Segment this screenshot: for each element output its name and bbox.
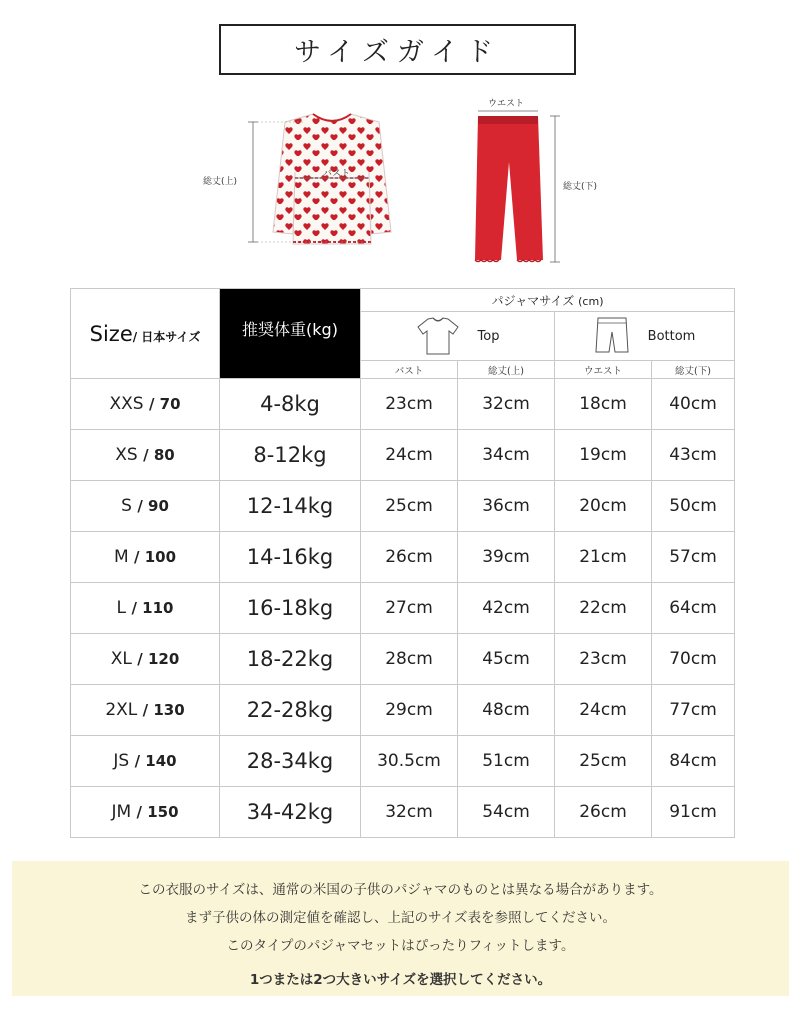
japan-size-label: / 140	[134, 752, 177, 770]
size-label: XL	[110, 649, 132, 669]
size-label: 2XL	[105, 700, 138, 720]
size-label: JM	[111, 802, 132, 822]
japan-size-label: / 70	[148, 395, 181, 413]
size-cell	[71, 430, 220, 481]
table-row	[71, 430, 735, 481]
size-header	[71, 289, 220, 379]
waist-cell: 23cm	[555, 634, 652, 685]
bust-cell: 30.5cm	[361, 736, 458, 787]
bottom-length-cell: 57cm	[652, 532, 735, 583]
weight-cell: 18-22kg	[220, 634, 361, 685]
table-row	[71, 634, 735, 685]
pajama-size-unit: (cm)	[578, 294, 604, 308]
label-total-top: 総丈(上)	[203, 177, 238, 187]
note-line-2: まず子供の体の測定値を確認し、上記のサイズ表を参照してください。	[185, 910, 616, 926]
waist-cell: 19cm	[555, 430, 652, 481]
table-row	[71, 787, 735, 838]
bottom-length-cell: 77cm	[652, 685, 735, 736]
pajama-pants-image	[475, 116, 543, 262]
top-length-cell: 32cm	[458, 379, 555, 430]
bottom-length-cell: 43cm	[652, 430, 735, 481]
table-row	[71, 481, 735, 532]
page-title: サイズガイド	[219, 24, 576, 75]
japan-size-label: / 90	[137, 497, 169, 515]
top-length-cell: 39cm	[458, 532, 555, 583]
col-waist: ウエスト	[555, 361, 652, 379]
size-label: L	[116, 598, 127, 618]
top-length-cell: 54cm	[458, 787, 555, 838]
label-total-bottom: 総丈(下)	[563, 182, 598, 192]
weight-header: 推奨体重(kg)	[220, 289, 361, 379]
japan-size-label: / 110	[131, 599, 174, 617]
col-bust: バスト	[361, 361, 458, 379]
bust-cell: 25cm	[361, 481, 458, 532]
table-row	[71, 685, 735, 736]
top-label: Top	[477, 328, 500, 344]
bottom-header	[555, 312, 735, 361]
japan-size-label: / 80	[143, 446, 175, 464]
top-length-cell: 48cm	[458, 685, 555, 736]
japan-size-label: / 120	[137, 650, 180, 668]
note-line-1: この衣服のサイズは、通常の米国の子供のパジャマのものとは異なる場合があります。	[138, 882, 663, 898]
size-cell	[71, 685, 220, 736]
japan-size-label: / 150	[136, 803, 179, 821]
top-length-cell: 42cm	[458, 583, 555, 634]
size-cell	[71, 634, 220, 685]
table-row	[71, 532, 735, 583]
col-total-bottom: 総丈(下)	[652, 361, 735, 379]
bust-cell: 27cm	[361, 583, 458, 634]
label-bust: バスト	[323, 169, 351, 179]
top-length-cell: 45cm	[458, 634, 555, 685]
waist-cell: 22cm	[555, 583, 652, 634]
bust-cell: 32cm	[361, 787, 458, 838]
size-label: JS	[113, 751, 130, 771]
bust-cell: 26cm	[361, 532, 458, 583]
label-waist: ウエスト	[488, 99, 525, 109]
waist-cell: 26cm	[555, 787, 652, 838]
bottom-length-cell: 40cm	[652, 379, 735, 430]
size-label: S	[121, 496, 132, 516]
weight-cell: 34-42kg	[220, 787, 361, 838]
bust-cell: 23cm	[361, 379, 458, 430]
pajama-size-header	[361, 289, 735, 312]
table-row	[71, 379, 735, 430]
size-cell	[71, 481, 220, 532]
weight-cell: 4-8kg	[220, 379, 361, 430]
pajama-top-image	[273, 114, 391, 244]
size-cell	[71, 583, 220, 634]
weight-cell: 22-28kg	[220, 685, 361, 736]
waist-cell: 25cm	[555, 736, 652, 787]
col-total-top: 総丈(上)	[458, 361, 555, 379]
bottom-length-cell: 50cm	[652, 481, 735, 532]
size-label: XXS	[109, 394, 144, 414]
bottom-length-cell: 64cm	[652, 583, 735, 634]
japan-size-label: / 130	[142, 701, 185, 719]
note-line-3: このタイプのパジャマセットはぴったりフィットします。	[226, 938, 575, 954]
garment-illustration	[195, 92, 615, 272]
bust-cell: 29cm	[361, 685, 458, 736]
size-table	[70, 288, 735, 838]
bottom-length-cell: 91cm	[652, 787, 735, 838]
size-note	[12, 861, 789, 996]
top-header	[361, 312, 555, 361]
waist-cell: 18cm	[555, 379, 652, 430]
weight-cell: 12-14kg	[220, 481, 361, 532]
size-cell	[71, 379, 220, 430]
pajama-size-label: パジャマサイズ	[491, 293, 575, 308]
tshirt-icon	[416, 316, 460, 356]
size-cell	[71, 787, 220, 838]
weight-cell: 28-34kg	[220, 736, 361, 787]
size-cell	[71, 736, 220, 787]
waist-cell: 20cm	[555, 481, 652, 532]
bottom-label: Bottom	[647, 328, 696, 344]
waist-cell: 24cm	[555, 685, 652, 736]
japan-size-label: / 100	[134, 548, 177, 566]
weight-cell: 8-12kg	[220, 430, 361, 481]
size-header-sub: / 日本サイズ	[132, 329, 201, 344]
weight-cell: 14-16kg	[220, 532, 361, 583]
bottom-length-cell: 70cm	[652, 634, 735, 685]
size-label: XS	[115, 445, 138, 465]
top-length-cell: 34cm	[458, 430, 555, 481]
table-row	[71, 583, 735, 634]
note-line-4: 1つまたは2つ大きいサイズを選択してください。	[249, 972, 552, 988]
size-cell	[71, 532, 220, 583]
bottom-length-cell: 84cm	[652, 736, 735, 787]
size-header-label: Size	[89, 321, 133, 346]
table-row	[71, 736, 735, 787]
size-label: M	[113, 547, 129, 567]
bust-cell: 28cm	[361, 634, 458, 685]
shorts-icon	[594, 316, 630, 356]
weight-cell: 16-18kg	[220, 583, 361, 634]
bust-cell: 24cm	[361, 430, 458, 481]
waist-cell: 21cm	[555, 532, 652, 583]
top-length-cell: 36cm	[458, 481, 555, 532]
top-length-cell: 51cm	[458, 736, 555, 787]
